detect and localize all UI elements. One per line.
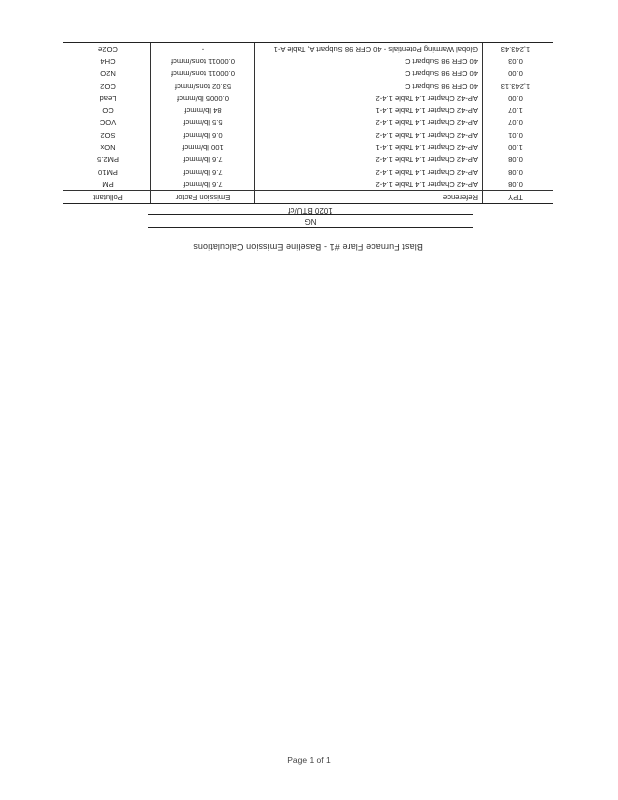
table-row bbox=[63, 79, 553, 91]
table-row bbox=[63, 116, 553, 128]
emission-factor-cell: 7.6 lb/mmcf bbox=[183, 155, 223, 165]
tpy-cell: 1,243.43 bbox=[500, 44, 531, 54]
table-row bbox=[63, 104, 553, 116]
emission-factor-cell: - bbox=[201, 44, 205, 54]
header-tpy: TPY bbox=[508, 193, 523, 202]
tpy-cell: 1.00 bbox=[508, 143, 523, 153]
table-row bbox=[63, 92, 553, 104]
table-row bbox=[63, 178, 553, 190]
reference-cell: AP-42 Chapter 1.4 Table 1.4-2 bbox=[375, 155, 478, 165]
tpy-cell: 0.00 bbox=[508, 69, 523, 79]
emission-factor-cell: 0.0005 lb/mmcf bbox=[177, 93, 229, 103]
table-header-row bbox=[63, 190, 553, 203]
table-row bbox=[63, 141, 553, 153]
pollutant-cell: CH4 bbox=[100, 57, 116, 66]
table-row bbox=[63, 42, 553, 54]
emission-factor-cell: 7.6 lb/mmcf bbox=[183, 180, 223, 189]
tpy-cell: 0.07 bbox=[508, 118, 523, 128]
table-row bbox=[63, 55, 553, 67]
header-pollutant: Pollutant bbox=[93, 193, 123, 202]
table-row bbox=[63, 67, 553, 79]
pollutant-cell: PM10 bbox=[98, 167, 118, 177]
tpy-cell: 0.03 bbox=[508, 57, 523, 66]
emission-factor-cell: 0.6 lb/mmcf bbox=[183, 130, 223, 140]
reference-cell: 40 CFR 98 Subpart C bbox=[404, 69, 478, 79]
pollutant-cell: SO2 bbox=[100, 130, 116, 140]
page-footer: Page 1 of 1 bbox=[287, 755, 331, 765]
emissions-table bbox=[63, 42, 553, 204]
tpy-cell: 1.07 bbox=[508, 106, 523, 116]
reference-cell: 40 CFR 98 Subpart C bbox=[404, 81, 478, 91]
reference-cell: AP-42 Chapter 1.4 Table 1.4-1 bbox=[375, 106, 478, 116]
emission-factor-cell: 100 lb/mmcf bbox=[182, 143, 224, 153]
reference-cell: AP-42 Chapter 1.4 Table 1.4-1 bbox=[375, 143, 478, 153]
pollutant-cell: NOx bbox=[100, 143, 116, 153]
reference-cell: AP-42 Chapter 1.4 Table 1.4-2 bbox=[375, 130, 478, 140]
emission-factor-cell: 5.5 lb/mmcf bbox=[183, 118, 223, 128]
reference-cell: AP-42 Chapter 1.4 Table 1.4-2 bbox=[375, 118, 478, 128]
tpy-cell: 1,243.13 bbox=[500, 81, 531, 91]
heat-content: 1020 BTU/cf bbox=[148, 203, 473, 216]
tpy-cell: 0.08 bbox=[508, 167, 523, 177]
emission-factor-cell: 53.02 tons/mmcf bbox=[174, 81, 232, 91]
tpy-cell: 0.01 bbox=[508, 130, 523, 140]
reference-cell: AP-42 Chapter 1.4 Table 1.4-2 bbox=[375, 93, 478, 103]
pollutant-cell: CO2 bbox=[100, 81, 116, 91]
pollutant-cell: PM bbox=[102, 180, 114, 189]
tpy-cell: 0.00 bbox=[508, 93, 523, 103]
pollutant-cell: Lead bbox=[99, 93, 117, 103]
pollutant-cell: PM2.5 bbox=[97, 155, 119, 165]
emission-factor-cell: 84 lb/mmcf bbox=[184, 106, 222, 116]
pollutant-cell: N2O bbox=[100, 69, 116, 79]
rotated-scan-region bbox=[0, 0, 618, 262]
reference-cell: 40 CFR 98 Subpart C bbox=[404, 57, 478, 66]
tpy-cell: 0.08 bbox=[508, 180, 523, 189]
header-reference: Reference bbox=[442, 193, 478, 202]
emission-factor-cell: 0.00011 tons/mmcf bbox=[170, 57, 236, 66]
tpy-cell: 0.08 bbox=[508, 155, 523, 165]
table-row bbox=[63, 165, 553, 177]
reference-cell: AP-42 Chapter 1.4 Table 1.4-2 bbox=[375, 180, 478, 189]
pollutant-cell: CO bbox=[102, 106, 114, 116]
reference-cell: Global Warming Potentials - 40 CFR 98 Subpart A, Table A-1 bbox=[273, 44, 478, 54]
document-title: Blast Furnace Flare #1 - Baseline Emission Calculations bbox=[193, 242, 423, 252]
emission-factor-cell: 7.6 lb/mmcf bbox=[183, 167, 223, 177]
reference-cell: AP-42 Chapter 1.4 Table 1.4-2 bbox=[375, 167, 478, 177]
pollutant-cell: CO2e bbox=[98, 44, 118, 54]
table-row bbox=[63, 153, 553, 165]
table-row bbox=[63, 128, 553, 140]
header-emission-factor: Emission Factor bbox=[175, 193, 231, 202]
emission-factor-cell: 0.00011 tons/mmcf bbox=[170, 69, 236, 79]
fuel-header: NG bbox=[148, 214, 473, 228]
pollutant-cell: VOC bbox=[99, 118, 117, 128]
